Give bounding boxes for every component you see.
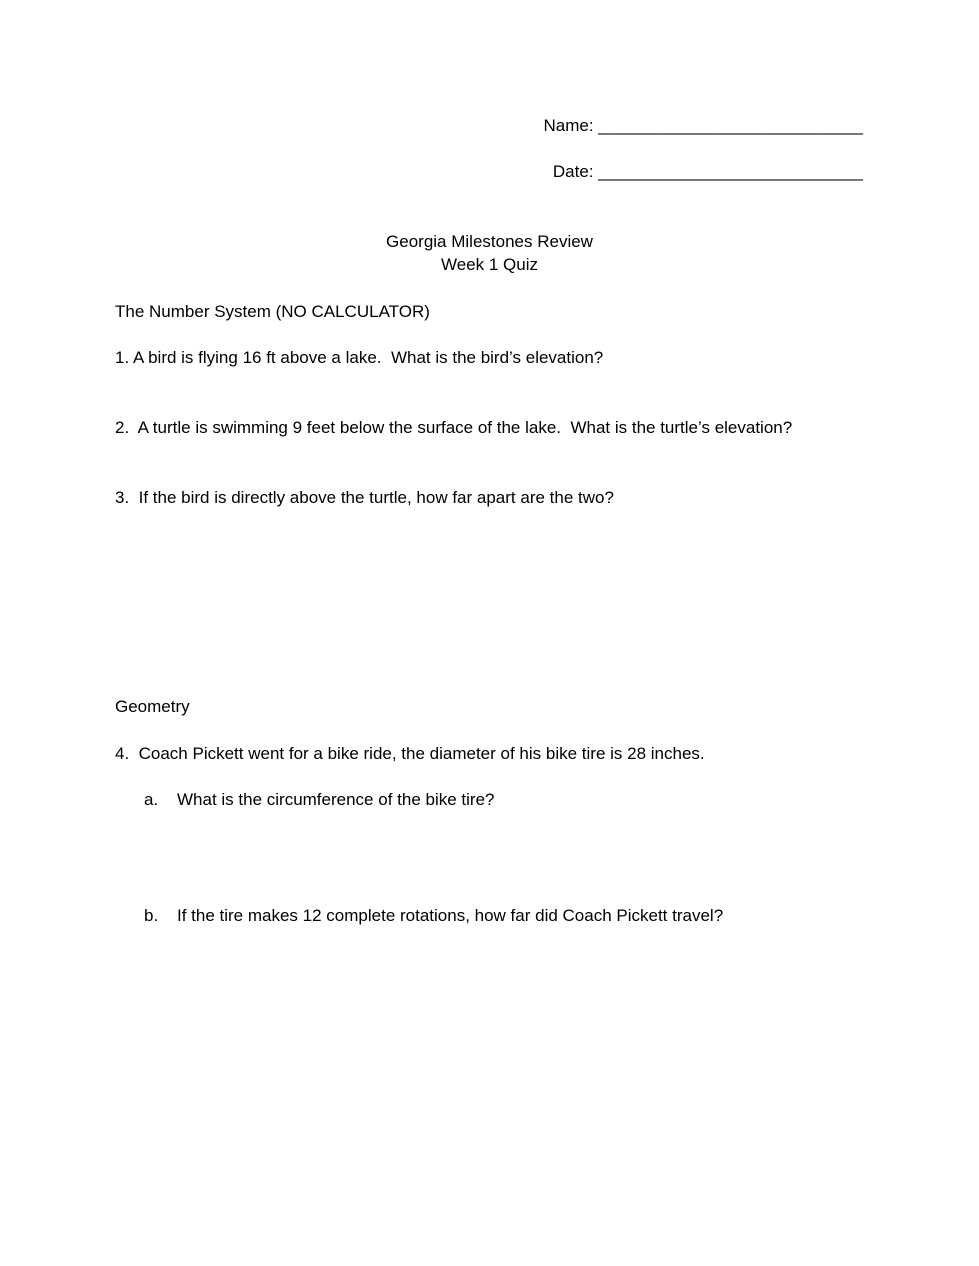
section-heading-number-system: The Number System (NO CALCULATOR) <box>115 302 430 321</box>
date-field: Date: ____________________________ <box>552 162 863 181</box>
page-subtitle: Week 1 Quiz <box>440 255 538 274</box>
question-1: 1. A bird is flying 16 ft above a lake. What is the bird’s elevation? <box>115 348 604 367</box>
question-4a-marker: a. <box>144 790 159 809</box>
question-4: 4. Coach Pickett went for a bike ride, the diameter of his bike tire is 28 inches. <box>115 744 705 763</box>
question-4b: If the tire makes 12 complete rotations, how far did Coach Pickett travel? <box>177 906 724 925</box>
name-field: Name: ____________________________ <box>543 116 863 135</box>
question-4b-marker: b. <box>144 906 159 925</box>
question-3: 3. If the bird is directly above the turtle, how far apart are the two? <box>115 488 614 507</box>
question-4a: What is the circumference of the bike tire? <box>177 790 495 809</box>
page-title: Georgia Milestones Review <box>386 232 593 251</box>
section-heading-geometry: Geometry <box>115 697 190 716</box>
question-2: 2. A turtle is swimming 9 feet below the surface of the lake. What is the turtle’s elevation? <box>115 418 793 437</box>
